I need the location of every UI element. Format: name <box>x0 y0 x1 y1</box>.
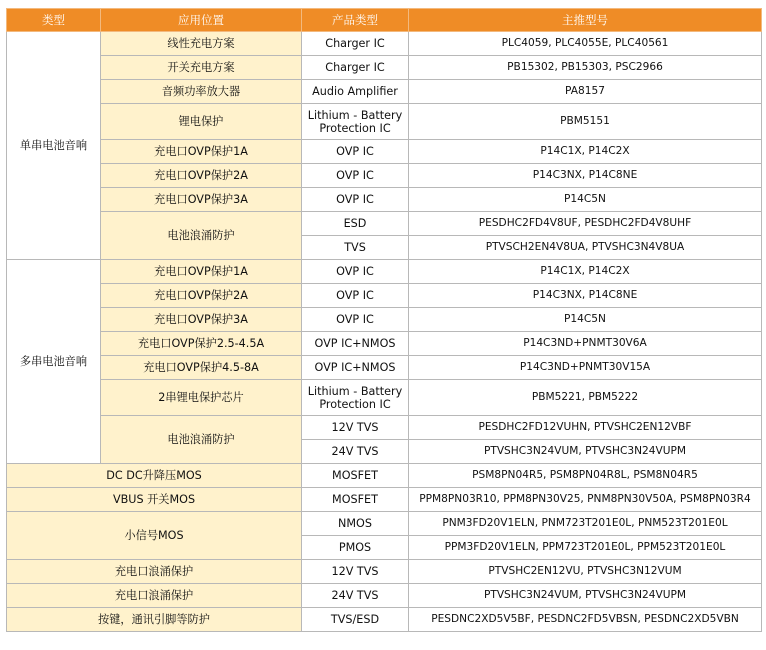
header-row <box>7 9 762 32</box>
table-row <box>7 560 762 584</box>
category-multi-battery: 多串电池音响 <box>7 260 101 464</box>
product-type-cell: OVP IC <box>302 188 409 212</box>
product-type-cell: PMOS <box>302 536 409 560</box>
application-cell: 充电口OVP保护1A <box>101 260 302 284</box>
table-row <box>7 188 762 212</box>
model-cell: PA8157 <box>409 80 762 104</box>
application-cell-surge: 电池浪涌防护 <box>101 212 302 260</box>
table-row <box>7 608 762 632</box>
product-type-cell: NMOS <box>302 512 409 536</box>
table-row <box>7 284 762 308</box>
model-cell: PLC4059, PLC4055E, PLC40561 <box>409 32 762 56</box>
application-cell: 锂电保护 <box>101 104 302 140</box>
table-row <box>7 80 762 104</box>
table-row <box>7 464 762 488</box>
product-type-cell: OVP IC <box>302 308 409 332</box>
application-cell: 充电口OVP保护3A <box>101 188 302 212</box>
application-cell: 音频功率放大器 <box>101 80 302 104</box>
model-cell: PESDHC2FD12VUHN, PTVSHC2EN12VBF <box>409 416 762 440</box>
application-cell: 充电口OVP保护2A <box>101 164 302 188</box>
application-cell-wide: 小信号MOS <box>7 512 302 560</box>
product-type-cell: OVP IC <box>302 164 409 188</box>
application-cell-wide: 按键，通讯引脚等防护 <box>7 608 302 632</box>
table-row <box>7 32 762 56</box>
table-row <box>7 584 762 608</box>
header-category: 类型 <box>7 9 101 32</box>
table-row <box>7 380 762 416</box>
application-cell-surge: 电池浪涌防护 <box>101 416 302 464</box>
model-cell: PBM5221, PBM5222 <box>409 380 762 416</box>
application-cell-wide: 充电口浪涌保护 <box>7 560 302 584</box>
table-row <box>7 356 762 380</box>
model-cell: PTVSHC3N24VUM, PTVSHC3N24VUPM <box>409 584 762 608</box>
product-type-cell: OVP IC+NMOS <box>302 356 409 380</box>
model-cell: PTVSHC2EN12VU, PTVSHC3N12VUM <box>409 560 762 584</box>
table-row <box>7 56 762 80</box>
application-cell: 充电口OVP保护2A <box>101 284 302 308</box>
table-row <box>7 260 762 284</box>
product-table-container <box>6 8 762 632</box>
model-cell: P14C3ND+PNMT30V15A <box>409 356 762 380</box>
product-type-cell: OVP IC <box>302 140 409 164</box>
product-type-cell: TVS <box>302 236 409 260</box>
application-cell: 充电口OVP保护3A <box>101 308 302 332</box>
application-cell: 线性充电方案 <box>101 32 302 56</box>
table-row <box>7 308 762 332</box>
model-cell: PESDHC2FD4V8UF, PESDHC2FD4V8UHF <box>409 212 762 236</box>
application-cell: 开关充电方案 <box>101 56 302 80</box>
application-cell-wide: 充电口浪涌保护 <box>7 584 302 608</box>
product-type-cell: 24V TVS <box>302 584 409 608</box>
table-row <box>7 488 762 512</box>
model-cell: PTVSCH2EN4V8UA, PTVSHC3N4V8UA <box>409 236 762 260</box>
product-type-cell: OVP IC+NMOS <box>302 332 409 356</box>
application-cell-wide: VBUS 开关MOS <box>7 488 302 512</box>
model-cell: PPM8PN03R10, PPM8PN30V25, PNM8PN30V50A, PSM8PN03R4 <box>409 488 762 512</box>
application-cell: 充电口OVP保护2.5-4.5A <box>101 332 302 356</box>
model-cell: PTVSHC3N24VUM, PTVSHC3N24VUPM <box>409 440 762 464</box>
product-type-cell: Charger IC <box>302 32 409 56</box>
table-row <box>7 332 762 356</box>
application-cell: 2串锂电保护芯片 <box>101 380 302 416</box>
product-type-cell: MOSFET <box>302 488 409 512</box>
product-type-cell: Charger IC <box>302 56 409 80</box>
product-table <box>6 8 762 632</box>
product-type-cell: MOSFET <box>302 464 409 488</box>
model-cell: PB15302, PB15303, PSC2966 <box>409 56 762 80</box>
application-cell-wide: DC DC升降压MOS <box>7 464 302 488</box>
header-product-type: 产品类型 <box>302 9 409 32</box>
table-row <box>7 212 762 236</box>
model-cell: P14C1X, P14C2X <box>409 140 762 164</box>
model-cell: PNM3FD20V1ELN, PNM723T201E0L, PNM523T201E0L <box>409 512 762 536</box>
model-cell: P14C3NX, P14C8NE <box>409 164 762 188</box>
product-type-cell: ESD <box>302 212 409 236</box>
model-cell: PESDNC2XD5V5BF, PESDNC2FD5VBSN, PESDNC2XD5VBN <box>409 608 762 632</box>
model-cell: P14C5N <box>409 308 762 332</box>
model-cell: PBM5151 <box>409 104 762 140</box>
application-cell: 充电口OVP保护1A <box>101 140 302 164</box>
product-type-cell: Lithium - Battery Protection IC <box>302 104 409 140</box>
product-type-cell: OVP IC <box>302 260 409 284</box>
header-application: 应用位置 <box>101 9 302 32</box>
table-row <box>7 512 762 536</box>
table-row <box>7 104 762 140</box>
table-row <box>7 416 762 440</box>
product-type-cell: OVP IC <box>302 284 409 308</box>
model-cell: PSM8PN04R5, PSM8PN04R8L, PSM8N04R5 <box>409 464 762 488</box>
table-row <box>7 140 762 164</box>
product-type-cell: 12V TVS <box>302 416 409 440</box>
model-cell: P14C3NX, P14C8NE <box>409 284 762 308</box>
product-type-cell: Lithium - Battery Protection IC <box>302 380 409 416</box>
category-single-battery: 单串电池音响 <box>7 32 101 260</box>
application-cell: 充电口OVP保护4.5-8A <box>101 356 302 380</box>
table-row <box>7 164 762 188</box>
product-type-cell: 12V TVS <box>302 560 409 584</box>
product-type-cell: 24V TVS <box>302 440 409 464</box>
product-type-cell: Audio Amplifier <box>302 80 409 104</box>
model-cell: P14C5N <box>409 188 762 212</box>
header-model: 主推型号 <box>409 9 762 32</box>
product-type-cell: TVS/ESD <box>302 608 409 632</box>
model-cell: P14C3ND+PNMT30V6A <box>409 332 762 356</box>
model-cell: P14C1X, P14C2X <box>409 260 762 284</box>
model-cell: PPM3FD20V1ELN, PPM723T201E0L, PPM523T201E0L <box>409 536 762 560</box>
